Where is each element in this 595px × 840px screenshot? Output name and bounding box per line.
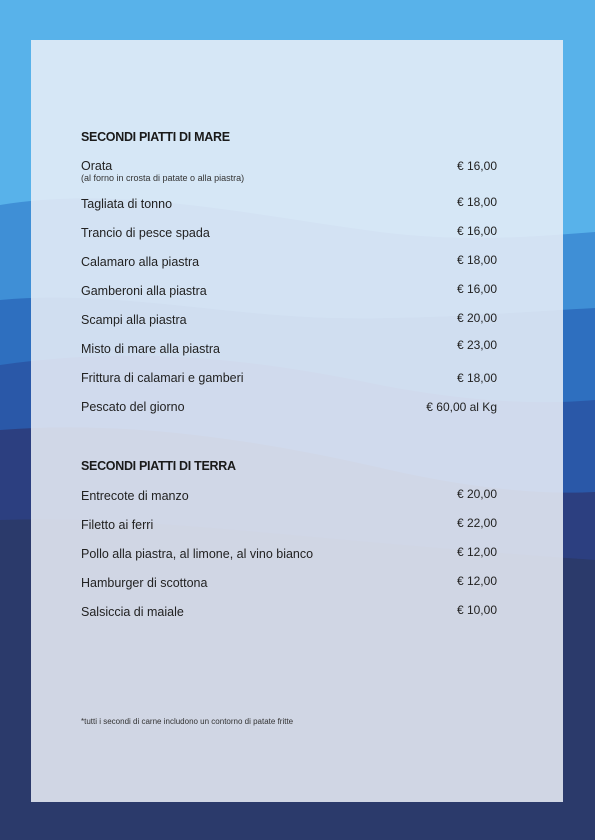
menu-item	[81, 255, 497, 285]
menu-panel	[31, 40, 563, 802]
menu-item	[81, 313, 497, 343]
item-name: Pollo alla piastra, al limone, al vino bianco	[81, 547, 314, 561]
item-price: € 60,00 al Kg	[426, 400, 497, 414]
item-name: Frittura di calamari e gamberi	[81, 371, 244, 385]
item-name: Entrecote di manzo	[81, 489, 189, 503]
menu-item	[81, 518, 497, 548]
footnote: *tutti i secondi di carne includono un contorno di patate fritte	[81, 717, 294, 726]
item-name: Scampi alla piastra	[81, 313, 187, 327]
item-price: € 20,00	[456, 311, 497, 325]
item-note: (al forno in crosta di patate o alla piastra)	[81, 173, 245, 183]
menu-item	[81, 197, 497, 227]
item-name: Orata	[81, 159, 113, 173]
item-price: € 22,00	[456, 516, 497, 530]
menu-item	[81, 400, 497, 430]
item-price: € 18,00	[456, 371, 497, 385]
item-price: € 18,00	[456, 253, 497, 267]
menu-item	[81, 338, 497, 372]
item-price: € 20,00	[456, 487, 497, 501]
menu-item	[81, 576, 497, 606]
item-price: € 16,00	[456, 282, 497, 296]
menu-item	[81, 159, 497, 189]
item-price: € 18,00	[456, 195, 497, 209]
item-price: € 12,00	[456, 545, 497, 559]
item-price: € 10,00	[456, 603, 497, 617]
section-title-land: SECONDI PIATTI DI TERRA	[81, 459, 236, 473]
menu-item	[81, 371, 497, 401]
item-name: Hamburger di scottona	[81, 576, 208, 590]
item-price: € 23,00	[456, 338, 497, 352]
menu-item	[81, 226, 497, 256]
item-price: € 16,00	[456, 224, 497, 238]
item-name: Gamberoni alla piastra	[81, 284, 207, 298]
section-title-sea: SECONDI PIATTI DI MARE	[81, 130, 230, 144]
item-name: Trancio di pesce spada	[81, 226, 210, 240]
item-name: Filetto ai ferri	[81, 518, 154, 532]
item-name: Tagliata di tonno	[81, 197, 173, 211]
menu-item	[81, 547, 497, 577]
menu-item	[81, 489, 497, 519]
item-name: Salsiccia di maiale	[81, 605, 184, 619]
item-name: Pescato del giorno	[81, 400, 185, 414]
menu-item	[81, 284, 497, 314]
item-price: € 16,00	[456, 159, 497, 173]
item-name: Misto di mare alla piastra	[81, 342, 220, 356]
menu-item	[81, 605, 497, 635]
item-name: Calamaro alla piastra	[81, 255, 200, 269]
item-price: € 12,00	[456, 574, 497, 588]
